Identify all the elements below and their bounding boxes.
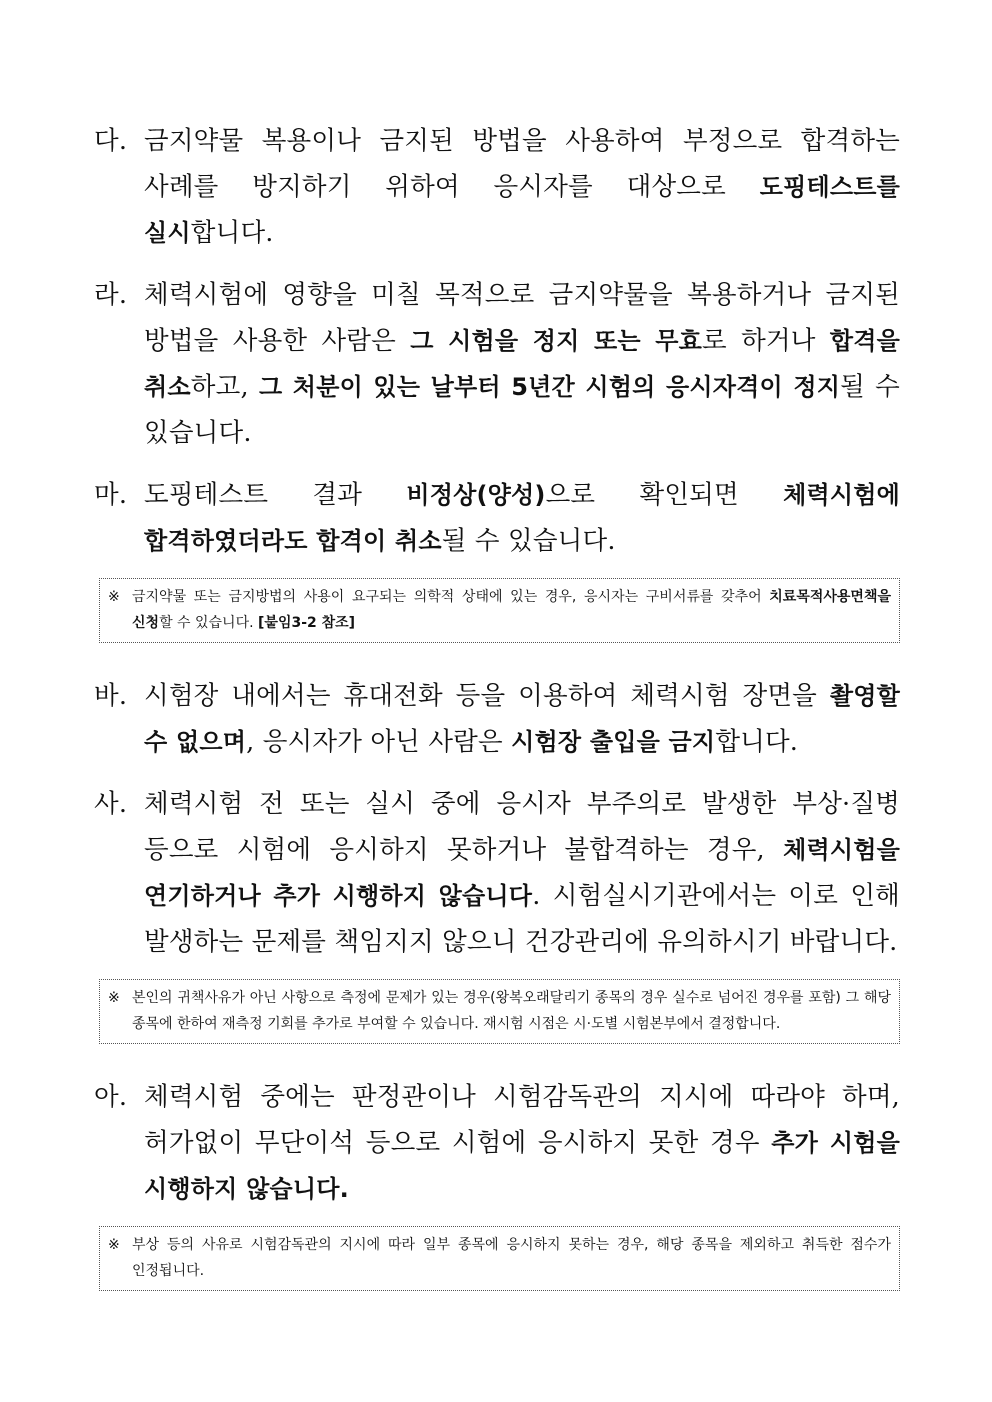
note-box-remeasure	[99, 979, 900, 1044]
reference-mark: ※	[108, 990, 120, 1006]
emphasis-text: 합격을 취소	[144, 327, 900, 401]
emphasis-text: 비정상(양성)	[406, 481, 546, 509]
emphasis-text: 체력시험에 합격하였더라도 합격이 취소	[144, 481, 900, 555]
item-marker: 라.	[94, 280, 128, 310]
item-marker: 바.	[94, 681, 128, 711]
item-ba	[94, 673, 900, 765]
item-text: 체력시험에 영향을 미칠 목적으로 금지약물을 복용하거나 금지된 방법을 사용한 사람은 그 시험을 정지 또는 무효로 하거나 합격을 취소하고, 그 처분이 있는 날부터 5년간 시험의 응시자격이 정지될 수 있습니다.	[144, 280, 900, 448]
item-marker: 다.	[94, 126, 128, 156]
note-box-tue	[99, 578, 900, 643]
item-marker: 사.	[94, 789, 128, 819]
item-sa	[94, 781, 900, 965]
reference-mark: ※	[108, 589, 120, 605]
item-marker: 마.	[94, 480, 128, 510]
note-text: 부상 등의 사유로 시험감독관의 지시에 따라 일부 종목에 응시하지 못하는 경우, 해당 종목을 제외하고 취득한 점수가 인정됩니다.	[132, 1237, 891, 1279]
reference-mark: ※	[108, 1237, 120, 1253]
item-text: 시험장 내에서는 휴대전화 등을 이용하여 체력시험 장면을 촬영할 수 없으며, 응시자가 아닌 사람은 시험장 출입을 금지합니다.	[144, 681, 900, 757]
item-ma	[94, 472, 900, 564]
item-da	[94, 118, 900, 256]
emphasis-text: 촬영할 수 없으며	[144, 682, 900, 756]
item-a	[94, 1074, 900, 1212]
emphasis-text: 추가 시험을 시행하지 않습니다.	[144, 1129, 900, 1203]
emphasis-text: 도핑테스트를 실시	[144, 173, 900, 247]
note-box-injury	[99, 1226, 900, 1291]
emphasis-text: 체력시험을 연기하거나 추가 시행하지 않습니다	[144, 836, 900, 910]
emphasis-text: 시험장 출입을 금지	[511, 728, 716, 756]
item-text: 체력시험 중에는 판정관이나 시험감독관의 지시에 따라야 하며, 허가없이 무단이석 등으로 시험에 응시하지 못한 경우 추가 시험을 시행하지 않습니다.	[144, 1082, 900, 1203]
item-marker: 아.	[94, 1082, 128, 1112]
item-ra	[94, 272, 900, 456]
item-text: 금지약물 복용이나 금지된 방법을 사용하여 부정으로 합격하는 사례를 방지하기 위하여 응시자를 대상으로 도핑테스트를 실시합니다.	[144, 126, 900, 248]
note-text: 본인의 귀책사유가 아닌 사항으로 측정에 문제가 있는 경우(왕복오래달리기 종목의 경우 실수로 넘어진 경우를 포함) 그 해당 종목에 한하여 재측정 기회를 추가로 부여할 수 있습니다. 재시험 시점은 시·도별 시험본부에서 결정합니다.	[132, 990, 891, 1032]
emphasis-text: 그 처분이 있는 날부터 5년간 시험의 응시자격이 정지	[258, 373, 841, 401]
item-text: 체력시험 전 또는 실시 중에 응시자 부주의로 발생한 부상·질병 등으로 시험에 응시하지 못하거나 불합격하는 경우, 체력시험을 연기하거나 추가 시행하지 않습니다. 시험실시기관에서는 이로 인해 발생하는 문제를 책임지지 않으니 건강관리에 유의하시기 바랍니다.	[144, 789, 900, 957]
emphasis-text: 그 시험을 정지 또는 무효	[410, 327, 703, 355]
note-text: 금지약물 또는 금지방법의 사용이 요구되는 의학적 상태에 있는 경우, 응시자는 구비서류를 갖추어 치료목적사용면책을 신청할 수 있습니다. [붙임3-2 참조]	[132, 589, 891, 631]
item-text: 도핑테스트 결과 비정상(양성)으로 확인되면 체력시험에 합격하였더라도 합격이 취소될 수 있습니다.	[144, 480, 900, 556]
